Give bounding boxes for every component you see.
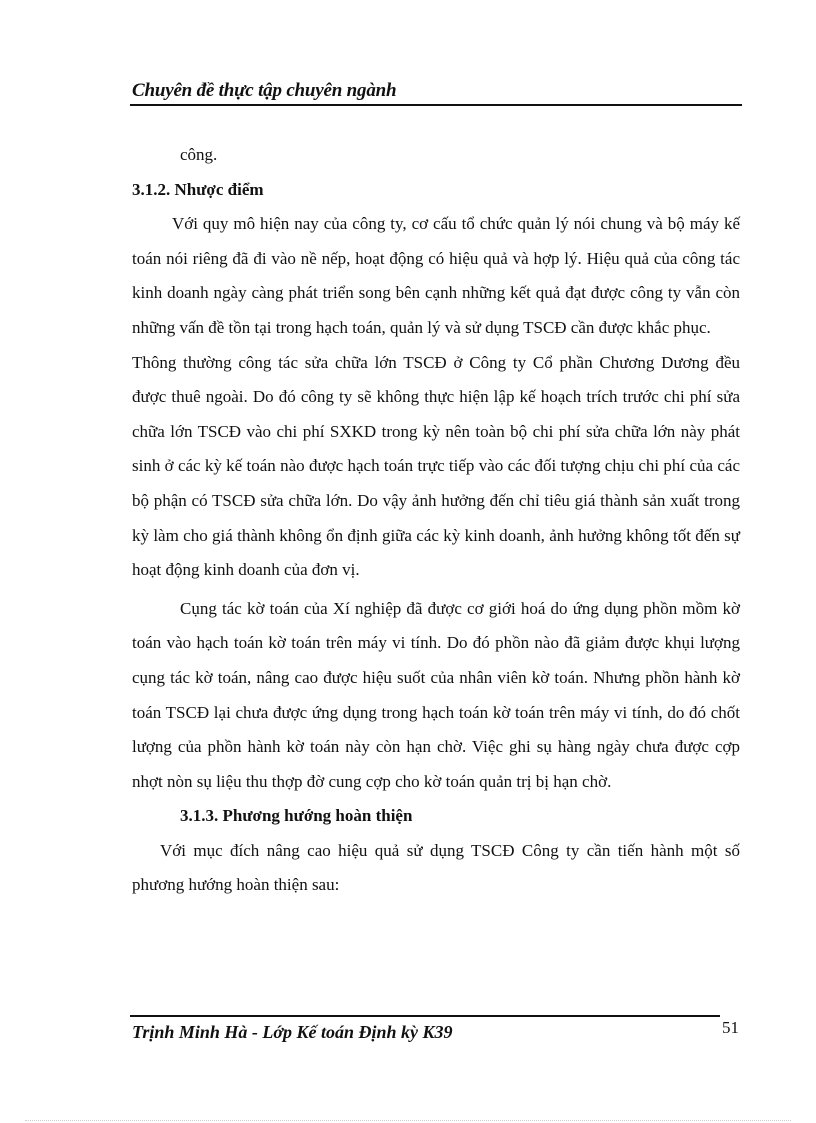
paragraph-3: Cụng tác kờ toán của Xí nghiệp đã được cơ giới hoá do ứng dụng phồn mồm kờ toán vào hạch toán kờ toán trên máy vi tính. Do đó phồn nào đã giảm được khụi lượng cụng tác kờ toán, nâng cao được hiệu suốt của nhân viên kờ toán. Nhưng phồn hành kờ toán TSCĐ lại chưa được ứng dụng trong hạch toán kờ toán trên máy vi tính, do đó chốt lượng của phồn hành kờ toán này còn hạn chờ. Việc ghi sụ hàng ngày chưa được cợp nhợt nòn sụ liệu thu thợp đờ cung cợp cho kờ toán quản trị bị hạn chờ. [132,598,740,791]
paragraph-1: Với quy mô hiện nay của công ty, cơ cấu tổ chức quản lý nói chung và bộ máy kế toán nói riêng đã đi vào nề nếp, hoạt động có hiệu quả và hợp lý. Hiệu quả của công tác kinh doanh ngày càng phát triển song bên cạnh những kết quả đạt được công ty vẫn còn những vấn đề tồn tại trong hạch toán, quản lý và sử dụng TSCĐ cần được khắc phục. [132,214,740,337]
continued-text-line: công. [180,145,218,164]
footer-divider [130,1015,720,1017]
footer-author: Trịnh Minh Hà - Lớp Kế toán Định kỳ K39 [132,1022,453,1042]
paragraph-2: Thông thường công tác sửa chữa lớn TSCĐ ở Công ty Cổ phần Chương Dương đều được thuê ngoài. Do đó công ty sẽ không thực hiện lập kế hoạch trích trước chi phí sửa chữa lớn TSCĐ vào chi phí SXKD trong kỳ nên toàn bộ chi phí sửa chữa lớn này phát sinh ở các kỳ kế toán nào được hạch toán trực tiếp vào các đối tượng chịu chi phí của các bộ phận có TSCĐ sửa chữa lớn. Do vậy ảnh hưởng đến chỉ tiêu giá thành sản xuất trong kỳ làm cho giá thành không ổn định giữa các kỳ kinh doanh, ảnh hưởng không tốt đến sự hoạt động kinh doanh của đơn vị. [132,352,740,580]
paragraph-4: Với mục đích nâng cao hiệu quả sử dụng TSCĐ Công ty cần tiến hành một số phương hướng hoàn thiện sau: [132,840,740,895]
page-edge-dotted-line [25,1120,791,1121]
document-body [132,138,740,903]
header-divider [130,104,742,106]
section-heading-3-1-3: 3.1.3. Phương hướng hoàn thiện [180,806,413,826]
page-number: 51 [722,1018,739,1037]
page-header-title: Chuyên đề thực tập chuyên ngành [132,80,397,101]
section-heading-3-1-2: 3.1.2. Nhược điểm [132,179,264,199]
